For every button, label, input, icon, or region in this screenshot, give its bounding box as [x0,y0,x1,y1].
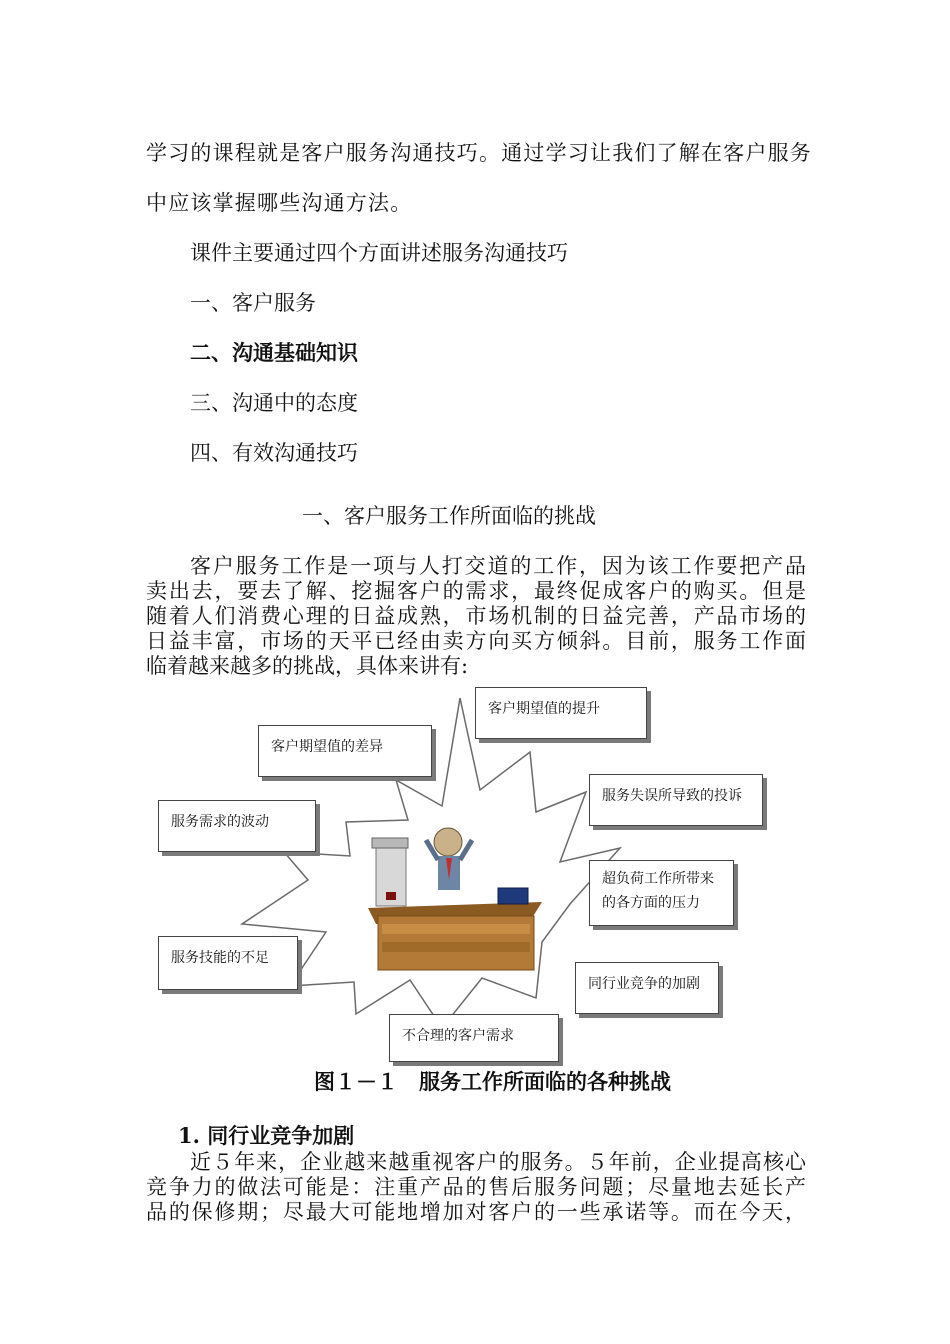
callout-expectation-gap: 客户期望值的差异 [258,725,432,777]
section-title: 一、客户服务工作所面临的挑战 [302,504,596,528]
challenges-diagram [150,680,780,1065]
callout-industry-competition: 同行业竞争的加剧 [575,962,719,1014]
outline-item-3: 三、沟通中的态度 [190,391,358,415]
paragraph-line: 近５年来，企业越来越重视客户的服务。５年前，企业提高核心 [190,1150,806,1174]
callout-service-failure-complaints: 服务失误所导致的投诉 [589,774,763,826]
subheading: 1. 同行业竞争加剧 [178,1123,355,1148]
intro-line-3: 课件主要通过四个方面讲述服务沟通技巧 [190,241,568,265]
outline-item-text: 一、客户服务 [190,291,316,315]
callout-overload-pressure: 超负荷工作所带来的各方面的压力 [589,860,734,926]
intro-line-2: 中应该掌握哪些沟通方法。 [146,191,413,215]
figure-caption: 图１－１ 服务工作所面临的各种挑战 [314,1069,671,1094]
callout-rising-expectations: 客户期望值的提升 [475,687,647,739]
intro-line-1: 学习的课程就是客户服务沟通技巧。通过学习让我们了解在客户服务 [146,141,812,165]
paragraph-line: 日益丰富，市场的天平已经由卖方向买方倾斜。目前，服务工作面 [146,629,806,653]
callout-unreasonable-demands: 不合理的客户需求 [389,1014,559,1062]
paragraph-line: 卖出去，要去了解、挖掘客户的需求，最终促成客户的购买。但是 [146,579,806,603]
paragraph-line: 随着人们消费心理的日益成熟，市场机制的日益完善，产品市场的 [146,604,806,628]
outline-item-4: 四、有效沟通技巧 [190,441,358,465]
paragraph-line: 竞争力的做法可能是：注重产品的售后服务问题；尽量地去延长产 [146,1175,806,1199]
paragraph-line: 临着越来越多的挑战，具体来讲有: [146,654,469,678]
callout-skill-shortage: 服务技能的不足 [158,936,298,990]
outline-item-1 [190,287,316,317]
outline-item-2: 二、沟通基础知识 [190,340,358,365]
callout-demand-fluctuation: 服务需求的波动 [158,800,316,852]
paragraph-line: 品的保修期；尽最大可能地增加对客户的一些承诺等。而在今天， [146,1200,806,1224]
paragraph-line: 客户服务工作是一项与人打交道的工作，因为该工作要把产品 [190,554,806,578]
